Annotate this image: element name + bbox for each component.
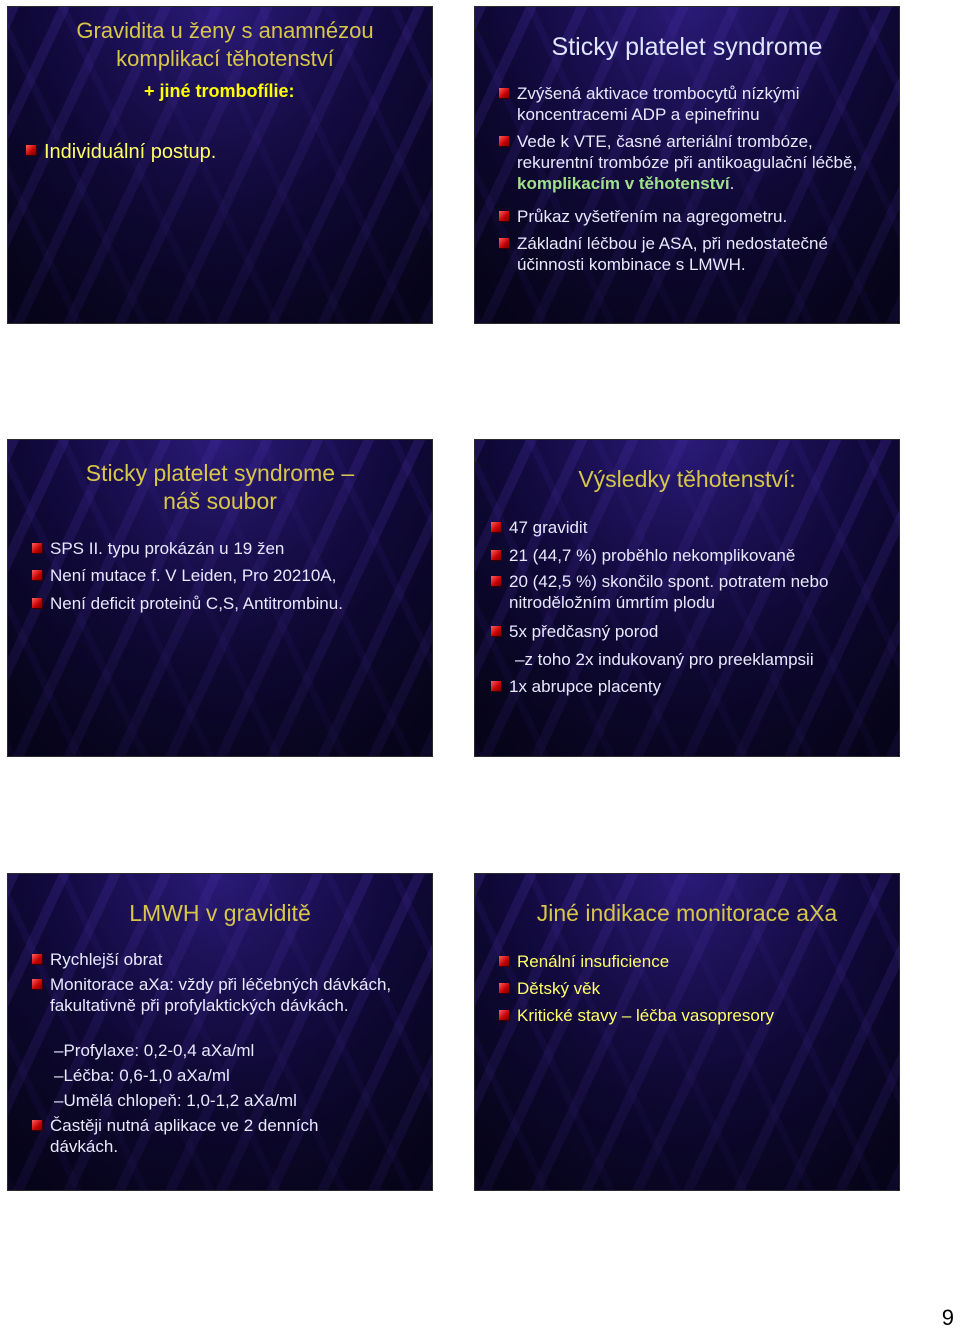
slide-4-subitem: –z toho 2x indukovaný pro preeklampsii — [515, 650, 814, 669]
slide-4-item: 20 (42,5 %) skončilo spont. potratem nebo nitroděložním úmrtím plodu — [491, 571, 839, 613]
slide-4-item: 1x abrupce placenty — [491, 676, 661, 697]
slide-6-item: Dětský věk — [499, 978, 600, 999]
page-number: 9 — [941, 1305, 954, 1330]
slide-4-item: 47 gravidit — [491, 517, 587, 538]
slide-2-highlight: komplikacím v těhotenství — [517, 174, 730, 193]
slide-5-subitem: –Profylaxe: 0,2-0,4 aXa/ml — [54, 1041, 255, 1060]
slide-3 — [7, 439, 433, 757]
slide-2-item: Základní léčbou je ASA, při nedostatečné účinnosti kombinace s LMWH. — [499, 233, 887, 275]
slide-6-item: Renální insuficience — [499, 951, 669, 972]
slide-6-title: Jiné indikace monitorace aXa — [536, 900, 838, 926]
slide-4-title: Výsledky těhotenství: — [578, 466, 796, 492]
slide-2-period: . — [729, 174, 735, 193]
slide-5-title: LMWH v graviditě — [129, 900, 311, 926]
slide-6 — [474, 873, 900, 1191]
slide-5-item: Častěji nutná aplikace ve 2 denních dávkách. — [32, 1115, 370, 1157]
slide-2-title: Sticky platelet syndrome — [551, 33, 823, 61]
slide-4 — [474, 439, 900, 757]
slide-2-item: Zvýšená aktivace trombocytů nízkými koncentracemi ADP a epinefrinu — [499, 83, 857, 125]
slide-2-item — [499, 131, 877, 194]
slide-5-item: Rychlejší obrat — [32, 949, 162, 970]
slide-1-title: Gravidita u ženy s anamnézou komplikací těhotenství — [76, 18, 374, 71]
slide-3-item: Není deficit proteinů C,S, Antitrombinu. — [32, 593, 343, 614]
slide-5 — [7, 873, 433, 1191]
slide-5-subitem: –Léčba: 0,6-1,0 aXa/ml — [54, 1066, 230, 1085]
slide-6-item: Kritické stavy – léčba vasopresory — [499, 1005, 774, 1026]
slide-4-item: 21 (44,7 %) proběhlo nekomplikovaně — [491, 545, 795, 566]
slide-3-item: SPS II. typu prokázán u 19 žen — [32, 538, 284, 559]
slide-5-item: Monitorace aXa: vždy při léčebných dávkách, fakultativně při profylaktických dávkách. — [32, 974, 400, 1016]
slide-5-subitem: –Umělá chlopeň: 1,0-1,2 aXa/ml — [54, 1091, 297, 1110]
slide-2 — [474, 6, 900, 324]
slide-1-subtitle: + jiné trombofílie: — [144, 81, 295, 101]
slide-1-item: Individuální postup. — [26, 140, 216, 164]
slide-3-title: Sticky platelet syndrome – náš soubor — [85, 460, 355, 514]
slide-2-item: Průkaz vyšetřením na agregometru. — [499, 206, 877, 227]
slide-2-item-text: Vede k VTE, časné arteriální trombóze, rekurentní trombóze při antikoagulační léčbě, — [517, 132, 858, 172]
slide-4-item: 5x předčasný porod — [491, 621, 658, 642]
slide-3-item: Není mutace f. V Leiden, Pro 20210A, — [32, 565, 336, 586]
slide-1 — [7, 6, 433, 324]
